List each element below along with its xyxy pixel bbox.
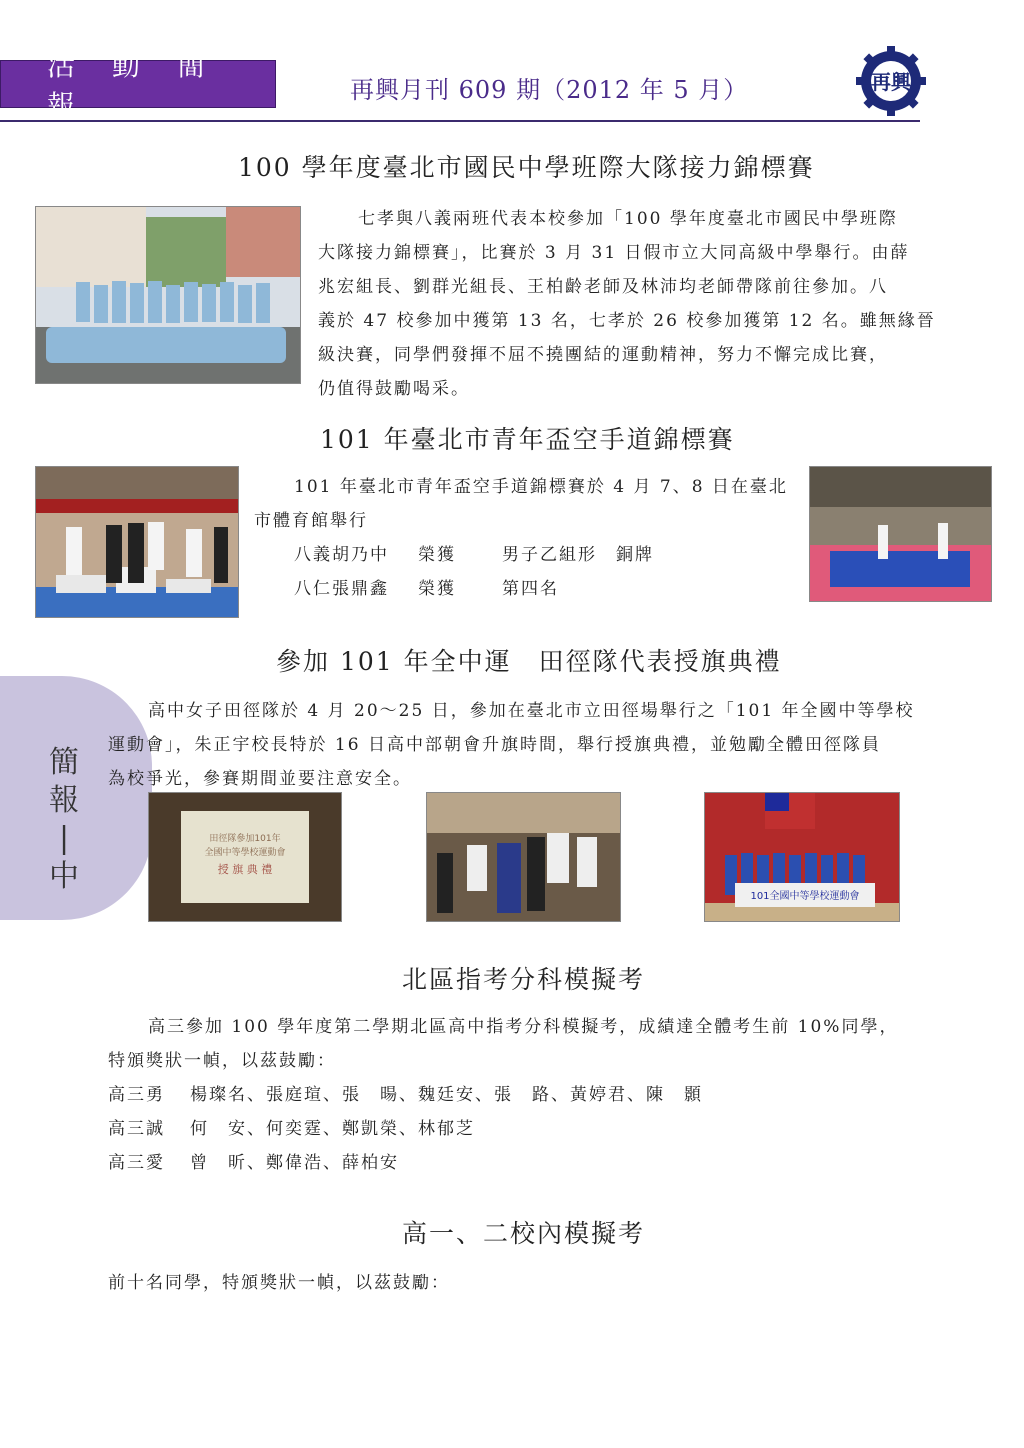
mock-school-title: 高一、二校內模擬考 (402, 1219, 646, 1248)
class-row-1: 高三勇 楊璨名、張庭瑄、張 暘、魏廷安、張 路、黃婷君、陳 顥 (108, 1085, 703, 1105)
ceremony-handshake-photo (426, 792, 621, 922)
team-banner-photo (704, 792, 900, 922)
section-label-box (0, 49, 276, 122)
karate-title: 101 年臺北市青年盃空手道錦標賽 (320, 425, 735, 454)
side-tab-label: 簡 報 | 中 (49, 745, 79, 894)
mock-north-paragraph: 高三參加 100 學年度第二學期北區高中指考分科模擬考，成績達全體考生前 10%同學， 特頒獎狀一幀，以茲鼓勵： 高三勇 楊璨名、張庭瑄、張 暘、魏廷安、張 路、黃婷君、陳 顥 高三誠 何 安、何奕霆、鄭凱榮、林郁芝 高三愛 曾 昕、鄭偉浩、薛柏安 (108, 1010, 988, 1180)
flag-title: 參加 101 年全中運 田徑隊代表授旗典禮 (276, 647, 782, 676)
mock-school-paragraph: 前十名同學，特頒獎狀一幀，以茲鼓勵： (108, 1273, 450, 1293)
mock-north-title: 北區指考分科模擬考 (402, 965, 646, 994)
karate-result-2: 八仁張鼎鑫 榮獲 第四名 (294, 579, 559, 599)
section-label: 活 動 簡 報 (47, 49, 219, 122)
banner-text: 101全國中等學校運動會 (750, 891, 860, 902)
relay-title: 100 學年度臺北市國民中學班際大隊接力錦標賽 (238, 153, 815, 182)
header-divider (0, 120, 920, 122)
class-row-3: 高三愛 曾 昕、鄭偉浩、薛柏安 (108, 1153, 399, 1173)
slide-line-1: 田徑隊參加101年 (209, 834, 281, 844)
karate-award-photo (35, 466, 239, 618)
karate-result-1: 八義胡乃中 榮獲 男子乙組形 銅牌 (294, 545, 654, 565)
slide-line-3: 授 旗 典 禮 (217, 863, 273, 876)
class-row-2: 高三誠 何 安、何奕霆、鄭凱榮、林郁芝 (108, 1119, 475, 1139)
flag-paragraph: 高中女子田徑隊於 4 月 20～25 日，參加在臺北市立田徑場舉行之「101 年全國中等學校 運動會」，朱正宇校長特於 16 日高中部朝會升旗時間，舉行授旗典禮，並勉勵全體田徑隊員 為校爭光，參賽期間並要注意安全。 (108, 701, 915, 789)
relay-team-photo (35, 206, 301, 384)
karate-match-photo (809, 466, 992, 602)
relay-paragraph: 七孝與八義兩班代表本校參加「100 學年度臺北市國民中學班際 大隊接力錦標賽」，比賽於 3 月 31 日假市立大同高級中學舉行。由薛 兆宏組長、劉群光組長、王柏齡老師及林沛均老師帶隊前往參加。八 義於 47 校參加中獲第 13 名，七孝於 26 校參加獲第 12 名。雖無緣晉 級決賽，同學們發揮不屈不撓團結的運動精神，努力不懈完成比賽， 仍值得鼓勵喝采。 (318, 209, 936, 399)
logo-text: 再興 (871, 70, 911, 94)
karate-paragraph: 101 年臺北市青年盃空手道錦標賽於 4 月 7、8 日在臺北 市體育館舉行 八義胡乃中 榮獲 男子乙組形 銅牌 八仁張鼎鑫 榮獲 第四名 (254, 470, 794, 606)
issue-title: 再興月刊 609 期（2012 年 5 月） (350, 76, 749, 104)
school-logo (856, 46, 926, 116)
ceremony-screen-photo (148, 792, 342, 922)
slide-line-2: 全國中等學校運動會 (204, 848, 286, 858)
